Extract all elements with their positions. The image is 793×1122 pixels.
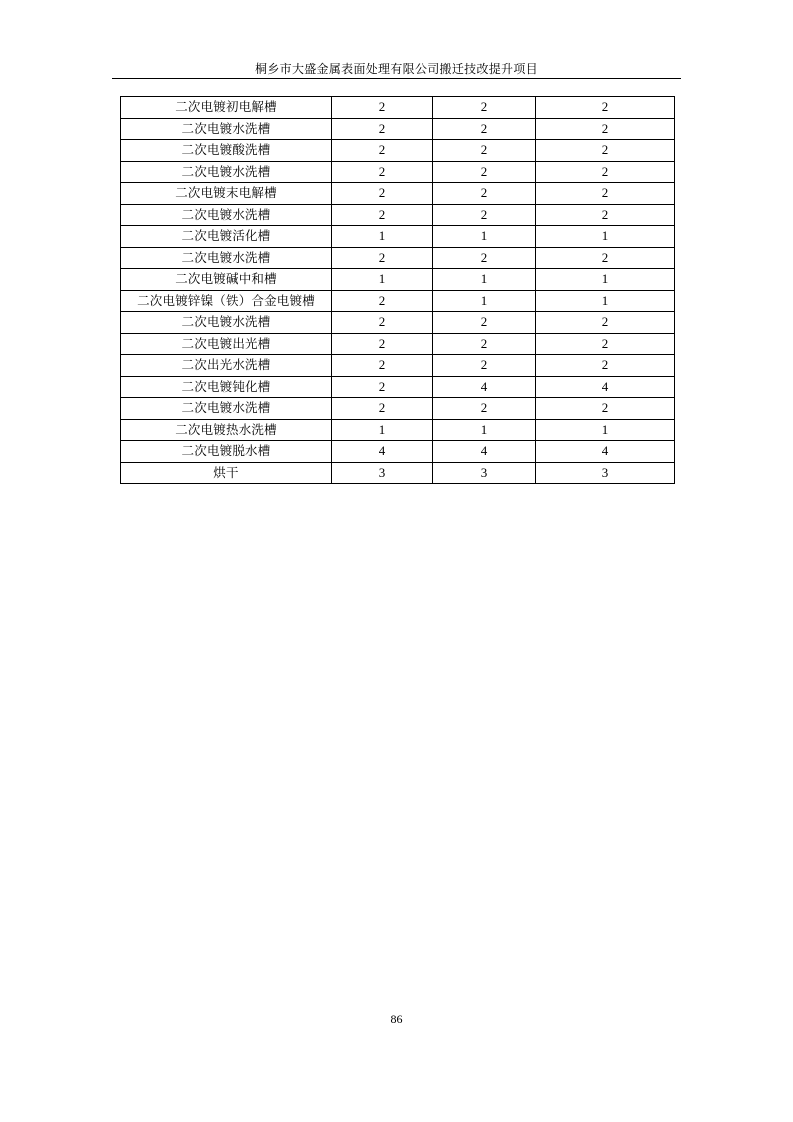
equipment-table-body [121,97,675,484]
document-header-title: 桐乡市大盛金属表面处理有限公司搬迁技改提升项目 [255,62,538,76]
quantity-cell: 2 [332,97,433,119]
header-divider [112,78,681,79]
table-row [121,290,675,312]
quantity-cell: 2 [433,97,536,119]
tank-name-cell: 二次电镀活化槽 [121,226,332,248]
table-row [121,183,675,205]
quantity-cell: 2 [332,118,433,140]
quantity-cell: 2 [332,398,433,420]
tank-name-cell: 二次电镀末电解槽 [121,183,332,205]
quantity-cell: 1 [433,226,536,248]
quantity-cell: 1 [536,290,675,312]
table-row [121,419,675,441]
quantity-cell: 2 [332,140,433,162]
quantity-cell: 2 [536,398,675,420]
quantity-cell: 1 [332,419,433,441]
table-row [121,376,675,398]
quantity-cell: 2 [536,183,675,205]
quantity-cell: 2 [433,183,536,205]
quantity-cell: 1 [433,419,536,441]
quantity-cell: 2 [433,247,536,269]
table-row [121,333,675,355]
quantity-cell: 4 [332,441,433,463]
tank-name-cell: 二次电镀水洗槽 [121,118,332,140]
quantity-cell: 1 [536,269,675,291]
quantity-cell: 2 [433,161,536,183]
quantity-cell: 1 [433,290,536,312]
quantity-cell: 1 [332,226,433,248]
page-number: 86 [390,1012,403,1026]
table-row [121,441,675,463]
tank-name-cell: 二次电镀出光槽 [121,333,332,355]
tank-name-cell: 二次出光水洗槽 [121,355,332,377]
quantity-cell: 2 [536,161,675,183]
quantity-cell: 4 [536,441,675,463]
quantity-cell: 4 [536,376,675,398]
quantity-cell: 2 [536,204,675,226]
tank-name-cell: 二次电镀碱中和槽 [121,269,332,291]
quantity-cell: 2 [433,204,536,226]
quantity-cell: 2 [332,312,433,334]
table-row [121,355,675,377]
quantity-cell: 2 [332,161,433,183]
equipment-table [120,96,675,484]
tank-name-cell: 二次电镀热水洗槽 [121,419,332,441]
table-row [121,312,675,334]
quantity-cell: 1 [433,269,536,291]
quantity-cell: 2 [536,312,675,334]
table-row [121,97,675,119]
quantity-cell: 4 [433,376,536,398]
quantity-cell: 4 [433,441,536,463]
quantity-cell: 2 [536,355,675,377]
quantity-cell: 2 [332,355,433,377]
quantity-cell: 2 [332,376,433,398]
tank-name-cell: 二次电镀水洗槽 [121,204,332,226]
tank-name-cell: 二次电镀钝化槽 [121,376,332,398]
quantity-cell: 2 [332,183,433,205]
quantity-cell: 2 [433,355,536,377]
table-row [121,269,675,291]
tank-name-cell: 二次电镀酸洗槽 [121,140,332,162]
tank-name-cell: 二次电镀脱水槽 [121,441,332,463]
tank-name-cell: 二次电镀水洗槽 [121,161,332,183]
quantity-cell: 2 [536,140,675,162]
quantity-cell: 1 [536,226,675,248]
table-row [121,398,675,420]
quantity-cell: 1 [536,419,675,441]
quantity-cell: 2 [332,247,433,269]
quantity-cell: 3 [433,462,536,484]
tank-name-cell: 二次电镀锌镍（铁）合金电镀槽 [121,290,332,312]
quantity-cell: 2 [536,247,675,269]
quantity-cell: 2 [433,140,536,162]
table-row [121,462,675,484]
tank-name-cell: 烘干 [121,462,332,484]
table-row [121,204,675,226]
table-row [121,118,675,140]
quantity-cell: 2 [433,118,536,140]
quantity-cell: 2 [536,118,675,140]
quantity-cell: 2 [332,204,433,226]
quantity-cell: 2 [332,333,433,355]
tank-name-cell: 二次电镀初电解槽 [121,97,332,119]
quantity-cell: 2 [332,290,433,312]
quantity-cell: 1 [332,269,433,291]
quantity-cell: 3 [332,462,433,484]
quantity-cell: 2 [433,312,536,334]
quantity-cell: 3 [536,462,675,484]
table-row [121,247,675,269]
table-row [121,140,675,162]
tank-name-cell: 二次电镀水洗槽 [121,312,332,334]
tank-name-cell: 二次电镀水洗槽 [121,247,332,269]
table-row [121,226,675,248]
quantity-cell: 2 [536,333,675,355]
quantity-cell: 2 [433,398,536,420]
quantity-cell: 2 [433,333,536,355]
table-row [121,161,675,183]
quantity-cell: 2 [536,97,675,119]
tank-name-cell: 二次电镀水洗槽 [121,398,332,420]
